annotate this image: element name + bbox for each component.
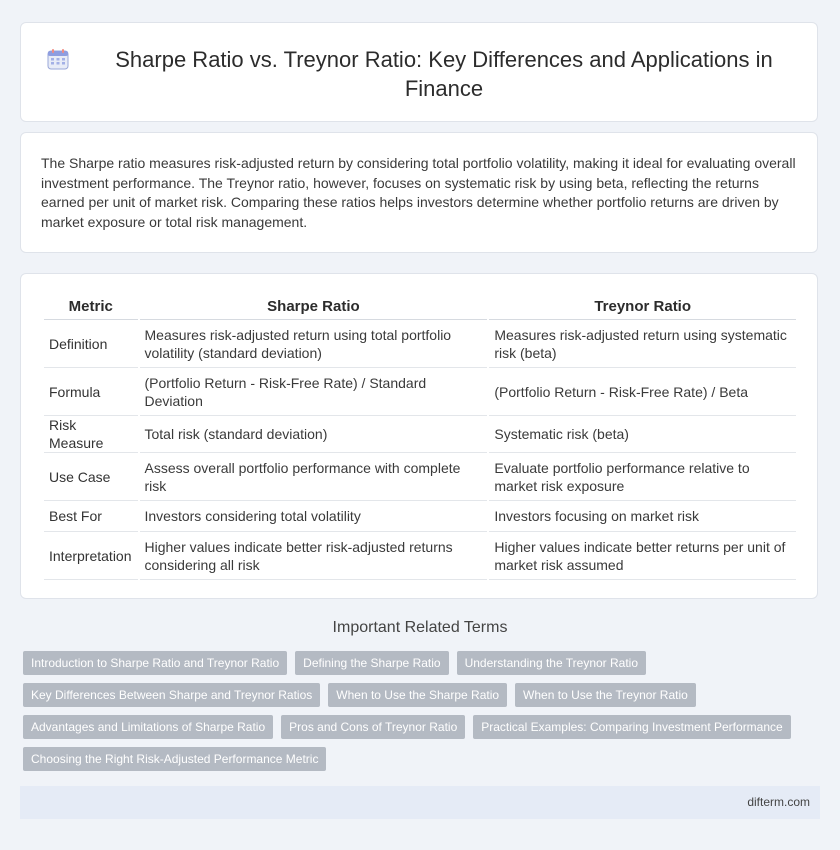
intro-paragraph: The Sharpe ratio measures risk-adjusted return by considering total portfolio volatility, making it ideal for evaluating overall investment performance. The Treynor ratio, however, focuses on systematic risk by using beta, reflecting the returns earned per unit of market risk. Comparing these ratios helps investors determine whether portfolio returns are driven by market exposure or total risk management. — [41, 155, 796, 230]
comparison-table-card — [20, 273, 818, 599]
sharpe-cell: Higher values indicate better risk-adjusted returns considering all risk — [140, 532, 488, 580]
page-title-text: Sharpe Ratio vs. Treynor Ratio: Key Differences and Applications in Finance — [115, 47, 773, 101]
treynor-cell: Systematic risk (beta) — [489, 416, 796, 453]
related-terms-list — [23, 651, 818, 771]
related-term-link[interactable]: Introduction to Sharpe Ratio and Treynor Ratio — [23, 651, 287, 675]
related-term-link[interactable]: Pros and Cons of Treynor Ratio — [281, 715, 465, 739]
comparison-table — [42, 294, 798, 580]
column-header-metric: Metric — [44, 294, 138, 320]
table-row — [44, 532, 796, 580]
related-term-link[interactable]: Advantages and Limitations of Sharpe Ratio — [23, 715, 273, 739]
intro-card — [20, 132, 818, 253]
calendar-grid-icon — [47, 48, 69, 77]
table-row — [44, 320, 796, 368]
footer-site-link[interactable]: difterm.com — [747, 795, 810, 809]
metric-cell: Risk Measure — [44, 416, 138, 453]
treynor-cell: Higher values indicate better returns per unit of market risk assumed — [489, 532, 796, 580]
treynor-cell: (Portfolio Return - Risk-Free Rate) / Beta — [489, 368, 796, 416]
metric-cell: Formula — [44, 368, 138, 416]
table-row — [44, 368, 796, 416]
sharpe-cell: Total risk (standard deviation) — [140, 416, 488, 453]
treynor-cell: Measures risk-adjusted return using systematic risk (beta) — [489, 320, 796, 368]
related-term-link[interactable]: Understanding the Treynor Ratio — [457, 651, 646, 675]
page-title — [81, 45, 807, 103]
sharpe-cell: Assess overall portfolio performance with complete risk — [140, 453, 488, 501]
related-terms-heading: Important Related Terms — [332, 619, 508, 636]
header-card — [20, 22, 818, 122]
related-term-link[interactable]: Choosing the Right Risk-Adjusted Performance Metric — [23, 747, 326, 771]
table-row — [44, 416, 796, 453]
related-term-link[interactable]: Defining the Sharpe Ratio — [295, 651, 448, 675]
sharpe-cell: (Portfolio Return - Risk-Free Rate) / Standard Deviation — [140, 368, 488, 416]
related-term-link[interactable]: Key Differences Between Sharpe and Treynor Ratios — [23, 683, 320, 707]
column-header-treynor: Treynor Ratio — [489, 294, 796, 320]
related-term-link[interactable]: When to Use the Sharpe Ratio — [328, 683, 507, 707]
treynor-cell: Investors focusing on market risk — [489, 501, 796, 532]
table-header-row — [44, 294, 796, 320]
related-term-link[interactable]: When to Use the Treynor Ratio — [515, 683, 696, 707]
metric-cell: Interpretation — [44, 532, 138, 580]
column-header-sharpe: Sharpe Ratio — [140, 294, 488, 320]
table-row — [44, 453, 796, 501]
sharpe-cell: Investors considering total volatility — [140, 501, 488, 532]
metric-cell: Definition — [44, 320, 138, 368]
related-term-link[interactable]: Practical Examples: Comparing Investment Performance — [473, 715, 790, 739]
table-row — [44, 501, 796, 532]
metric-cell: Use Case — [44, 453, 138, 501]
sharpe-cell: Measures risk-adjusted return using total portfolio volatility (standard deviation) — [140, 320, 488, 368]
footer — [20, 786, 820, 819]
treynor-cell: Evaluate portfolio performance relative to market risk exposure — [489, 453, 796, 501]
metric-cell: Best For — [44, 501, 138, 532]
